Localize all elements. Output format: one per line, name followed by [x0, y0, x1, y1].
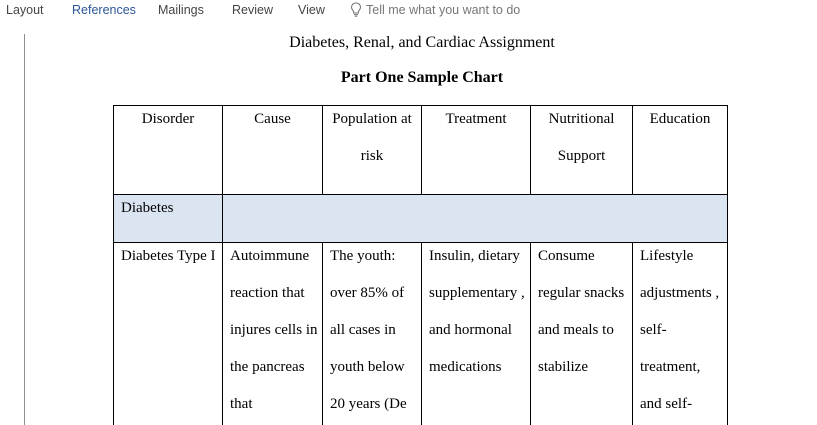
- document-title: Diabetes, Renal, and Cardiac Assignment: [289, 34, 555, 51]
- tab-mailings[interactable]: Mailings: [158, 3, 204, 17]
- tab-references[interactable]: References: [72, 3, 136, 17]
- document-heading: Part One Sample Chart: [340, 69, 504, 86]
- sample-chart-table: [113, 105, 728, 425]
- tab-review[interactable]: Review: [232, 3, 273, 17]
- header-treatment[interactable]: Treatment: [422, 106, 531, 195]
- cell-treatment[interactable]: Insulin, dietary supplementary , and hormonal medications: [422, 243, 531, 425]
- section-label[interactable]: Diabetes: [114, 195, 223, 243]
- header-cause[interactable]: Cause: [223, 106, 323, 195]
- section-row-diabetes: [114, 195, 728, 243]
- table-row: [114, 243, 728, 425]
- header-population[interactable]: Population at risk: [323, 106, 422, 195]
- ribbon-tab-bar: [0, 0, 817, 22]
- tab-layout[interactable]: Layout: [6, 3, 44, 17]
- lightbulb-icon: [350, 2, 362, 17]
- table-header-row: [114, 106, 728, 195]
- tell-me-placeholder: Tell me what you want to do: [366, 3, 521, 17]
- cell-disorder[interactable]: Diabetes Type I: [114, 243, 223, 425]
- header-education[interactable]: Education: [633, 106, 728, 195]
- cell-education[interactable]: Lifestyle adjustments , self-treatment, and self-: [633, 243, 728, 425]
- header-nutritional-support[interactable]: Nutritional Support: [531, 106, 633, 195]
- tab-view[interactable]: View: [298, 3, 325, 17]
- tell-me-search[interactable]: [350, 2, 520, 17]
- header-disorder[interactable]: Disorder: [114, 106, 223, 195]
- section-fill-cell[interactable]: [223, 195, 728, 243]
- cell-nutrition[interactable]: Consume regular snacks and meals to stabilize: [531, 243, 633, 425]
- page-left-edge: [24, 34, 25, 425]
- cell-population[interactable]: The youth: over 85% of all cases in youth below 20 years (De: [323, 243, 422, 425]
- cell-cause[interactable]: Autoimmune reaction that injures cells in the pancreas that: [223, 243, 323, 425]
